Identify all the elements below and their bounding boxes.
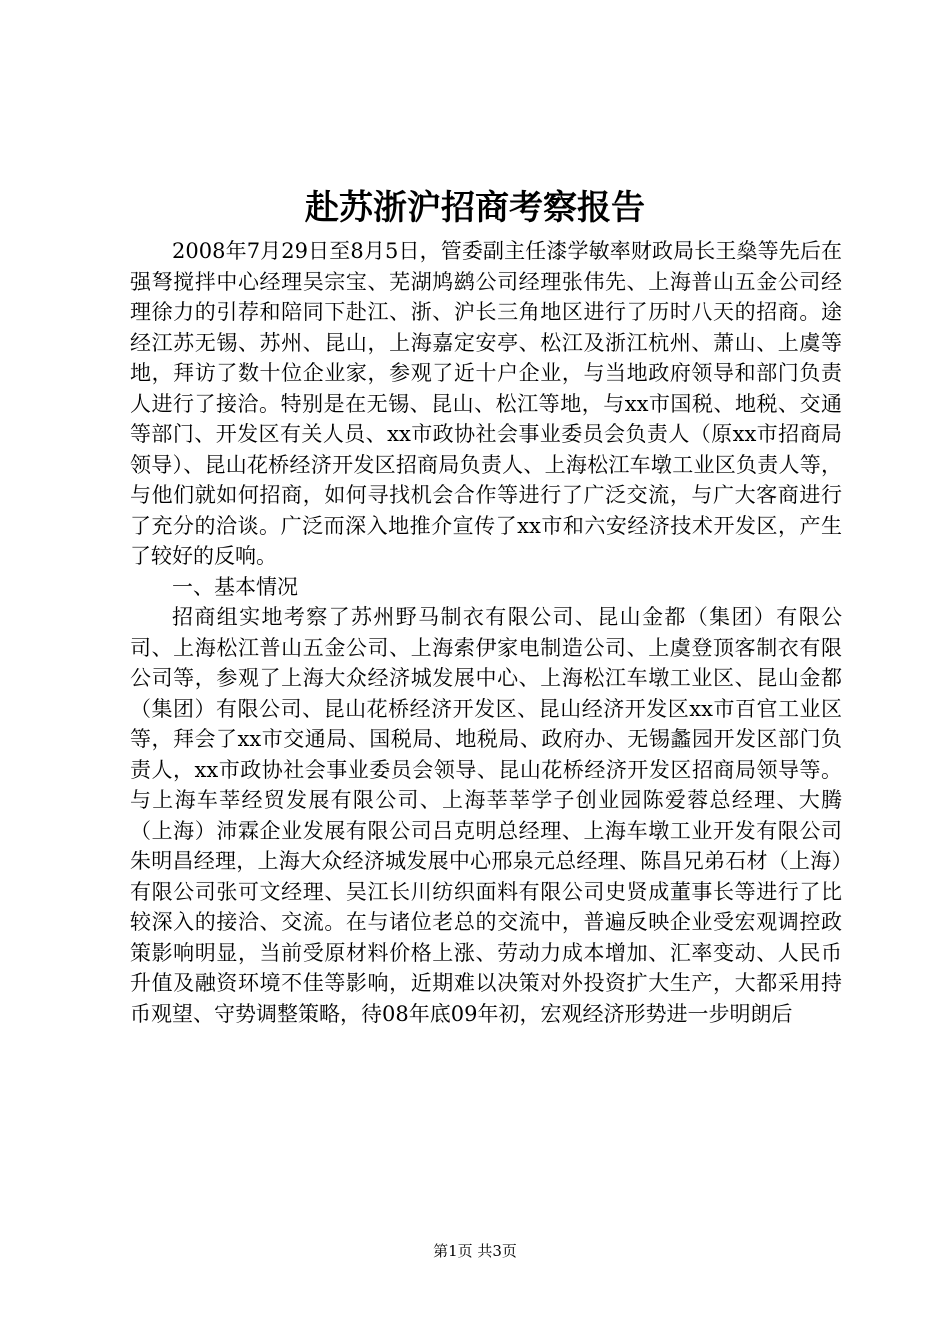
page-number-footer: 第1页 共3页 xyxy=(433,1242,517,1260)
section-heading-basic-situation: 一、基本情况 xyxy=(172,574,298,599)
document-title: 赴苏浙沪招商考察报告 xyxy=(305,188,645,228)
paragraph-basic-situation: 招商组实地考察了苏州野马制衣有限公司、昆山金都（集团）有限公司、上海松江普山五金公司、上海索伊家电制造公司、上虞登顶客制衣有限公司等，参观了上海大众经济城发展中心、上海松江车墩工业区、昆山金都（集团）有限公司、昆山花桥经济开发区、昆山经济开发区xx市百官工业区等，拜会了xx市交通局、国税局、地税局、政府办、无锡蠡园开发区部门负责人，xx市政协社会事业委员会领导、昆山花桥经济开发区招商局领导等。与上海车莘经贸发展有限公司、上海莘莘学子创业园陈爱蓉总经理、大腾（上海）沛霖企业发展有限公司吕克明总经理、上海车墩工业开发有限公司朱明昌经理，上海大众经济城发展中心邢泉元总经理、陈昌兄弟石材（上海）有限公司张可文经理、吴江长川纺织面料有限公司史贤成董事长等进行了比较深入的接洽、交流。在与诸位老总的交流中，普遍反映企业受宏观调控政策影响明显，当前受原材料价格上涨、劳动力成本增加、汇率变动、人民币升值及融资环境不佳等影响，近期难以决策对外投资扩大生产，大都采用持币观望、守势调整策略，待08年底09年初，宏观经济形势进一步明朗后 xyxy=(130,605,842,1026)
document-body xyxy=(130,236,842,1029)
paragraph-intro: 2008年7月29日至8月5日，管委副主任漆学敏率财政局长王燊等先后在强弩搅拌中心经理吴宗宝、芜湖鸠鹚公司经理张伟先、上海普山五金公司经理徐力的引荐和陪同下赴江、浙、沪长三角地区进行了历时八天的招商。途经江苏无锡、苏州、昆山，上海嘉定安亭、松江及浙江杭州、萧山、上虞等地，拜访了数十位企业家，参观了近十户企业，与当地政府领导和部门负责人进行了接洽。特别是在无锡、昆山、松江等地，与xx市国税、地税、交通等部门、开发区有关人员、xx市政协社会事业委员会负责人（原xx市招商局领导）、昆山花桥经济开发区招商局负责人、上海松江车墩工业区负责人等，与他们就如何招商，如何寻找机会合作等进行了广泛交流，与广大客商进行了充分的洽谈。广泛而深入地推介宣传了xx市和六安经济技术开发区，产生了较好的反响。 xyxy=(130,239,842,568)
